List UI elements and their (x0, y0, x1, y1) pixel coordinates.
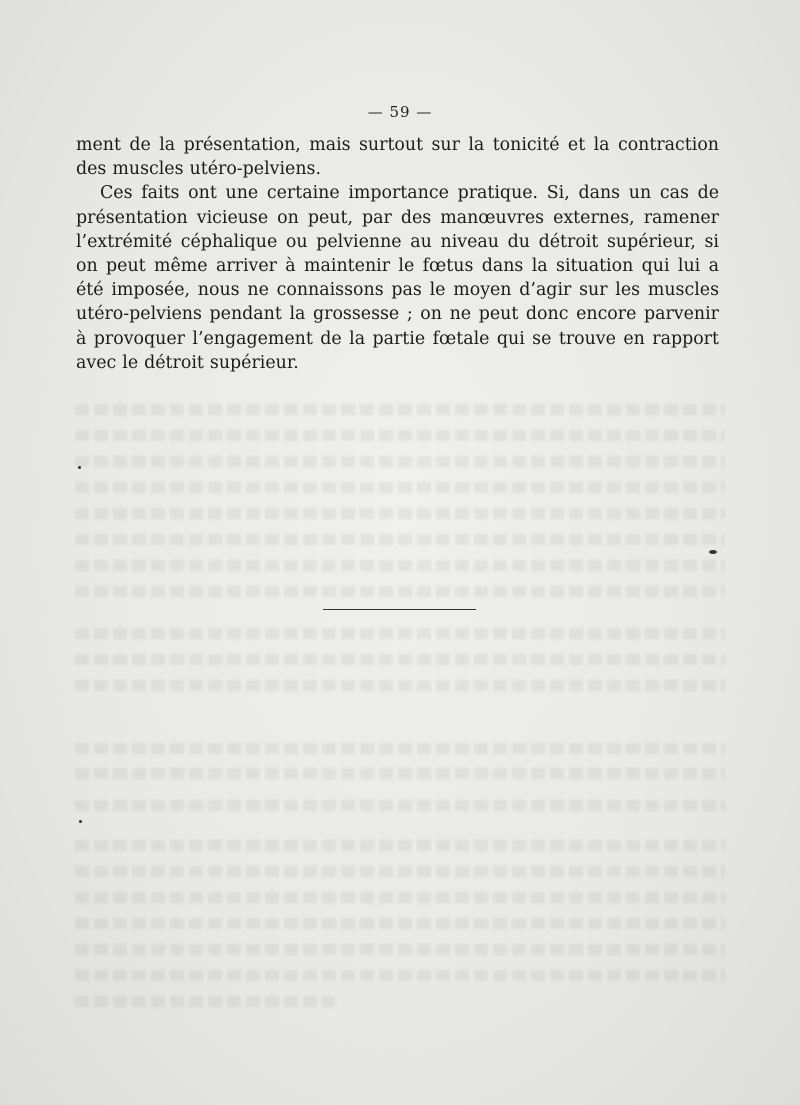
bleed-through-line (75, 800, 725, 811)
bleed-through-line (75, 892, 725, 903)
body-text (76, 133, 719, 375)
bleed-through-line (75, 534, 725, 545)
scan-speck (79, 820, 82, 823)
section-divider (323, 609, 476, 610)
bleed-through-line (75, 586, 725, 597)
bleed-through-line (75, 743, 725, 754)
bleed-through-line (75, 840, 725, 851)
bleed-through-line (75, 456, 725, 467)
paragraph: Ces faits ont une certaine importance pratique. Si, dans un cas de présentation vicieuse on peut, par des manœuvres externes, ramener l’extrémité céphalique ou pelvienne au niveau du détroit supérieur, si on peut même arriver à maintenir le fœtus dans la situation qui lui a été imposée, nous ne connaissons pas le moyen d’agir sur les muscles utéro-pelviens pendant la grossesse ; on ne peut donc encore parvenir à provoquer l’engagement de la partie fœtale qui se trouve en rapport avec le détroit supérieur. (76, 183, 719, 373)
scan-speck (78, 466, 81, 469)
bleed-through-line (75, 866, 725, 877)
bleed-through-line (75, 430, 725, 441)
bleed-through-line (75, 970, 725, 981)
bleed-through-line (75, 628, 725, 639)
bleed-through-line (75, 508, 725, 519)
bleed-through-line (75, 404, 725, 415)
page-number: — 59 — (367, 103, 433, 121)
bleed-through-line (75, 654, 725, 665)
paragraph: ment de la présentation, mais surtout sur la tonicité et la contraction des muscles utéro-pelviens. (76, 135, 719, 180)
bleed-through-line (75, 996, 335, 1007)
bleed-through-line (75, 768, 725, 779)
bleed-through-line (75, 944, 725, 955)
bleed-through-line (75, 560, 725, 571)
bleed-through-line (75, 680, 725, 691)
scan-speck (709, 550, 717, 554)
bleed-through-line (75, 482, 725, 493)
bleed-through-line (75, 918, 725, 929)
